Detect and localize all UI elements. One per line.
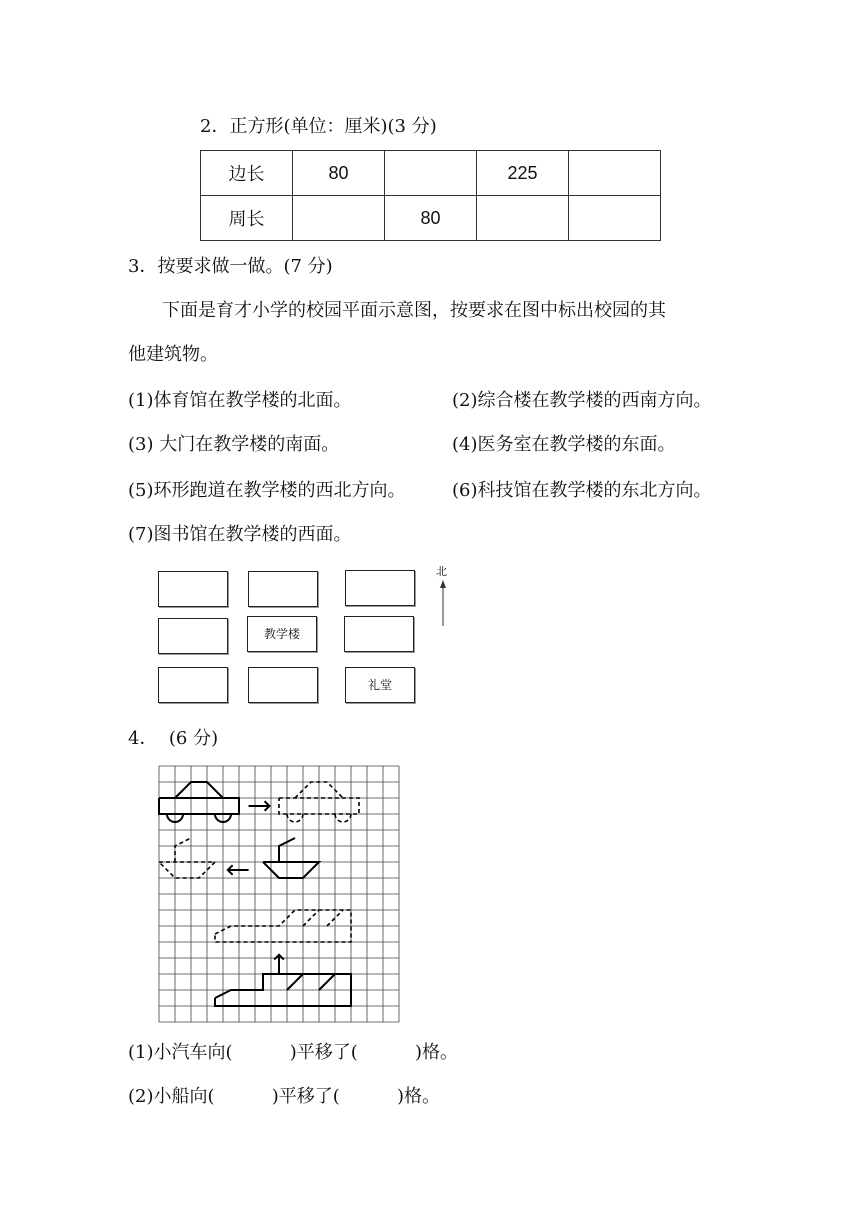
map-box-northwest[interactable] [158, 571, 228, 607]
shape-original-line [287, 974, 303, 990]
square-table [200, 150, 661, 241]
car-body [159, 798, 239, 814]
shape-original-line [319, 974, 335, 990]
table-row [201, 151, 661, 196]
table-cell[interactable] [385, 151, 477, 196]
q3-title: 3．按要求做一做。(7 分) [128, 256, 333, 277]
car-translated-wheel [287, 814, 303, 822]
table-cell[interactable]: 80 [385, 196, 477, 241]
shape-translated-line [303, 910, 319, 926]
q3-item-7: (7)图书馆在教学楼的西面。 [128, 524, 352, 545]
table-cell[interactable]: 225 [477, 151, 569, 196]
map-box-southwest[interactable] [158, 667, 228, 703]
translation-grid [156, 763, 404, 1025]
table-row [201, 196, 661, 241]
q3-item-6: (6)科技馆在教学楼的东北方向。 [452, 480, 712, 501]
map-box-south[interactable] [248, 667, 318, 703]
north-arrow-icon [436, 580, 450, 628]
q3-intro-line2: 他建筑物。 [128, 344, 218, 365]
map-box-north[interactable] [248, 571, 318, 607]
table-cell[interactable] [569, 196, 661, 241]
q2-title: 2．正方形(单位：厘米)(3 分) [200, 116, 437, 137]
q4-title: 4． (6 分) [128, 728, 219, 749]
table-cell[interactable] [293, 196, 385, 241]
map-box-teaching-building: 教学楼 [247, 616, 317, 652]
table-cell[interactable] [477, 196, 569, 241]
q3-item-5: (5)环形跑道在教学楼的西北方向。 [128, 480, 406, 501]
perimeter-header: 周长 [201, 196, 293, 241]
q4-question-2: (2)小船向( )平移了( )格。 [128, 1086, 441, 1107]
map-box-northeast[interactable] [345, 570, 415, 606]
map-box-west[interactable] [158, 618, 228, 654]
q3-item-4: (4)医务室在教学楼的东面。 [452, 434, 676, 455]
q3-item-2: (2)综合楼在教学楼的西南方向。 [452, 390, 712, 411]
table-cell[interactable] [569, 151, 661, 196]
boat-translated-sail [175, 838, 191, 862]
q4-question-1: (1)小汽车向( )平移了( )格。 [128, 1042, 459, 1063]
table-cell[interactable]: 80 [293, 151, 385, 196]
car-translated-wheel [335, 814, 351, 822]
map-box-auditorium: 礼堂 [345, 667, 415, 703]
car-roof [175, 782, 223, 798]
north-label: 北 [436, 565, 447, 578]
map-box-east[interactable] [344, 616, 414, 652]
side-header: 边长 [201, 151, 293, 196]
q3-intro-line1: 下面是育才小学的校园平面示意图，按要求在图中标出校园的其 [162, 300, 666, 321]
q3-item-1: (1)体育馆在教学楼的北面。 [128, 390, 352, 411]
q3-item-3: (3) 大门在教学楼的南面。 [128, 434, 340, 455]
